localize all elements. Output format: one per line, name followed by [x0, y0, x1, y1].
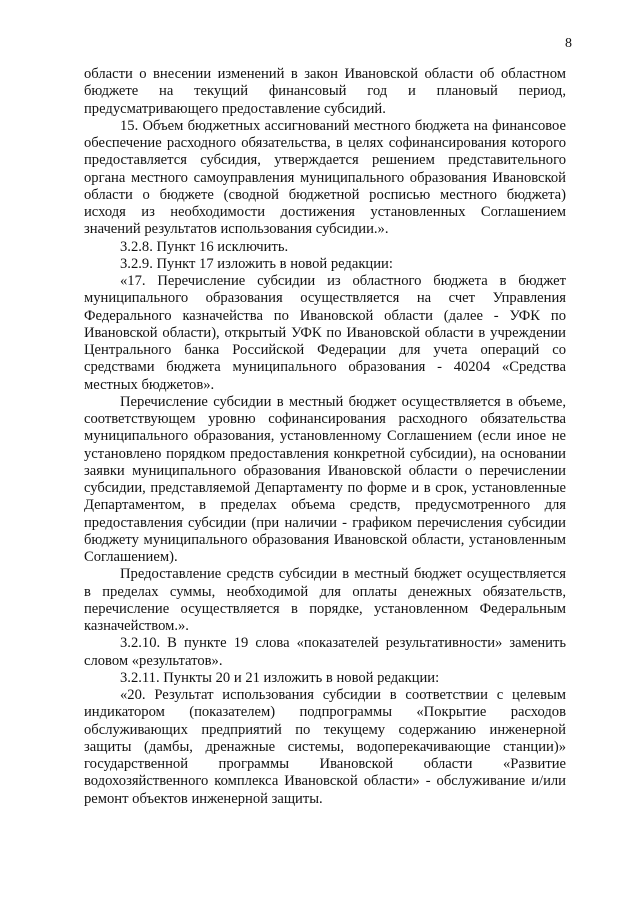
paragraph-3-2-9: 3.2.9. Пункт 17 изложить в новой редакции: [120, 255, 393, 272]
document-body [84, 66, 566, 808]
paragraph-item-20: «20. Результат использования субсидии в соответствии с целевым индикатором (показателем) подпрограммы «Покрытие расходов обслуживающих предприятий по текущему содержанию инженерной защиты (дамбы, дренажные системы, водоперекачивающие станции)» государственной программы Ивановской области «Развитие водохозяйственного комплекса Ивановской области» - обслуживание и/или ремонт объектов инженерной защиты. [84, 687, 566, 807]
paragraph-transfer-limits: Предоставление средств субсидии в местный бюджет осуществляется в пределах суммы, необходимой для оплаты денежных обязательств, перечисление осуществляется в порядке, установленном Федеральным казначейством.». [84, 566, 566, 634]
paragraph-transfer-volume: Перечисление субсидии в местный бюджет осуществляется в объеме, соответствующем уровню софинансирования расходного обязательства муниципального образования, установленному Соглашением (если иное не установлено порядком предоставления конкретной субсидии), на основании заявки муниципального образования Ивановской области о перечислении субсидии, представляемой Департаменту по форме и в срок, установленные Департаментом, в пределах объема средств, предусмотренного для предоставления субсидии (при наличии - графиком перечисления субсидии бюджету муниципального образования Ивановской области, установленным Соглашением). [84, 393, 566, 565]
paragraph-item-15: 15. Объем бюджетных ассигнований местного бюджета на финансовое обеспечение расходного обязательства, в целях софинансирования которого предоставляется субсидия, утверждается решением представительного органа местного самоуправления муниципального образования Ивановской области о бюджете (сводной бюджетной росписью местного бюджета) исходя из необходимости достижения установленных Соглашением значений результатов использования субсидии.». [84, 117, 566, 238]
paragraph-3-2-8: 3.2.8. Пункт 16 исключить. [120, 238, 289, 255]
paragraph-continuation: области о внесении изменений в закон Ивановской области об областном бюджете на текущий финансовый год и плановый период, предусматривающего предоставление субсидий. [84, 66, 566, 117]
paragraph-3-2-11: 3.2.11. Пункты 20 и 21 изложить в новой редакции: [120, 669, 440, 686]
page-number: 8 [565, 36, 572, 51]
paragraph-item-17: «17. Перечисление субсидии из областного бюджета в бюджет муниципального образования осуществляется на счет Управления Федерального казначейства по Ивановской области (далее - УФК по Ивановской области), открытый УФК по Ивановской области в учреждении Центрального банка Российской Федерации для учета операций со средствами бюджета муниципального образования - 40204 «Средства местных бюджетов». [84, 273, 566, 393]
paragraph-3-2-10: 3.2.10. В пункте 19 слова «показателей результативности» заменить словом «результатов». [84, 635, 566, 669]
